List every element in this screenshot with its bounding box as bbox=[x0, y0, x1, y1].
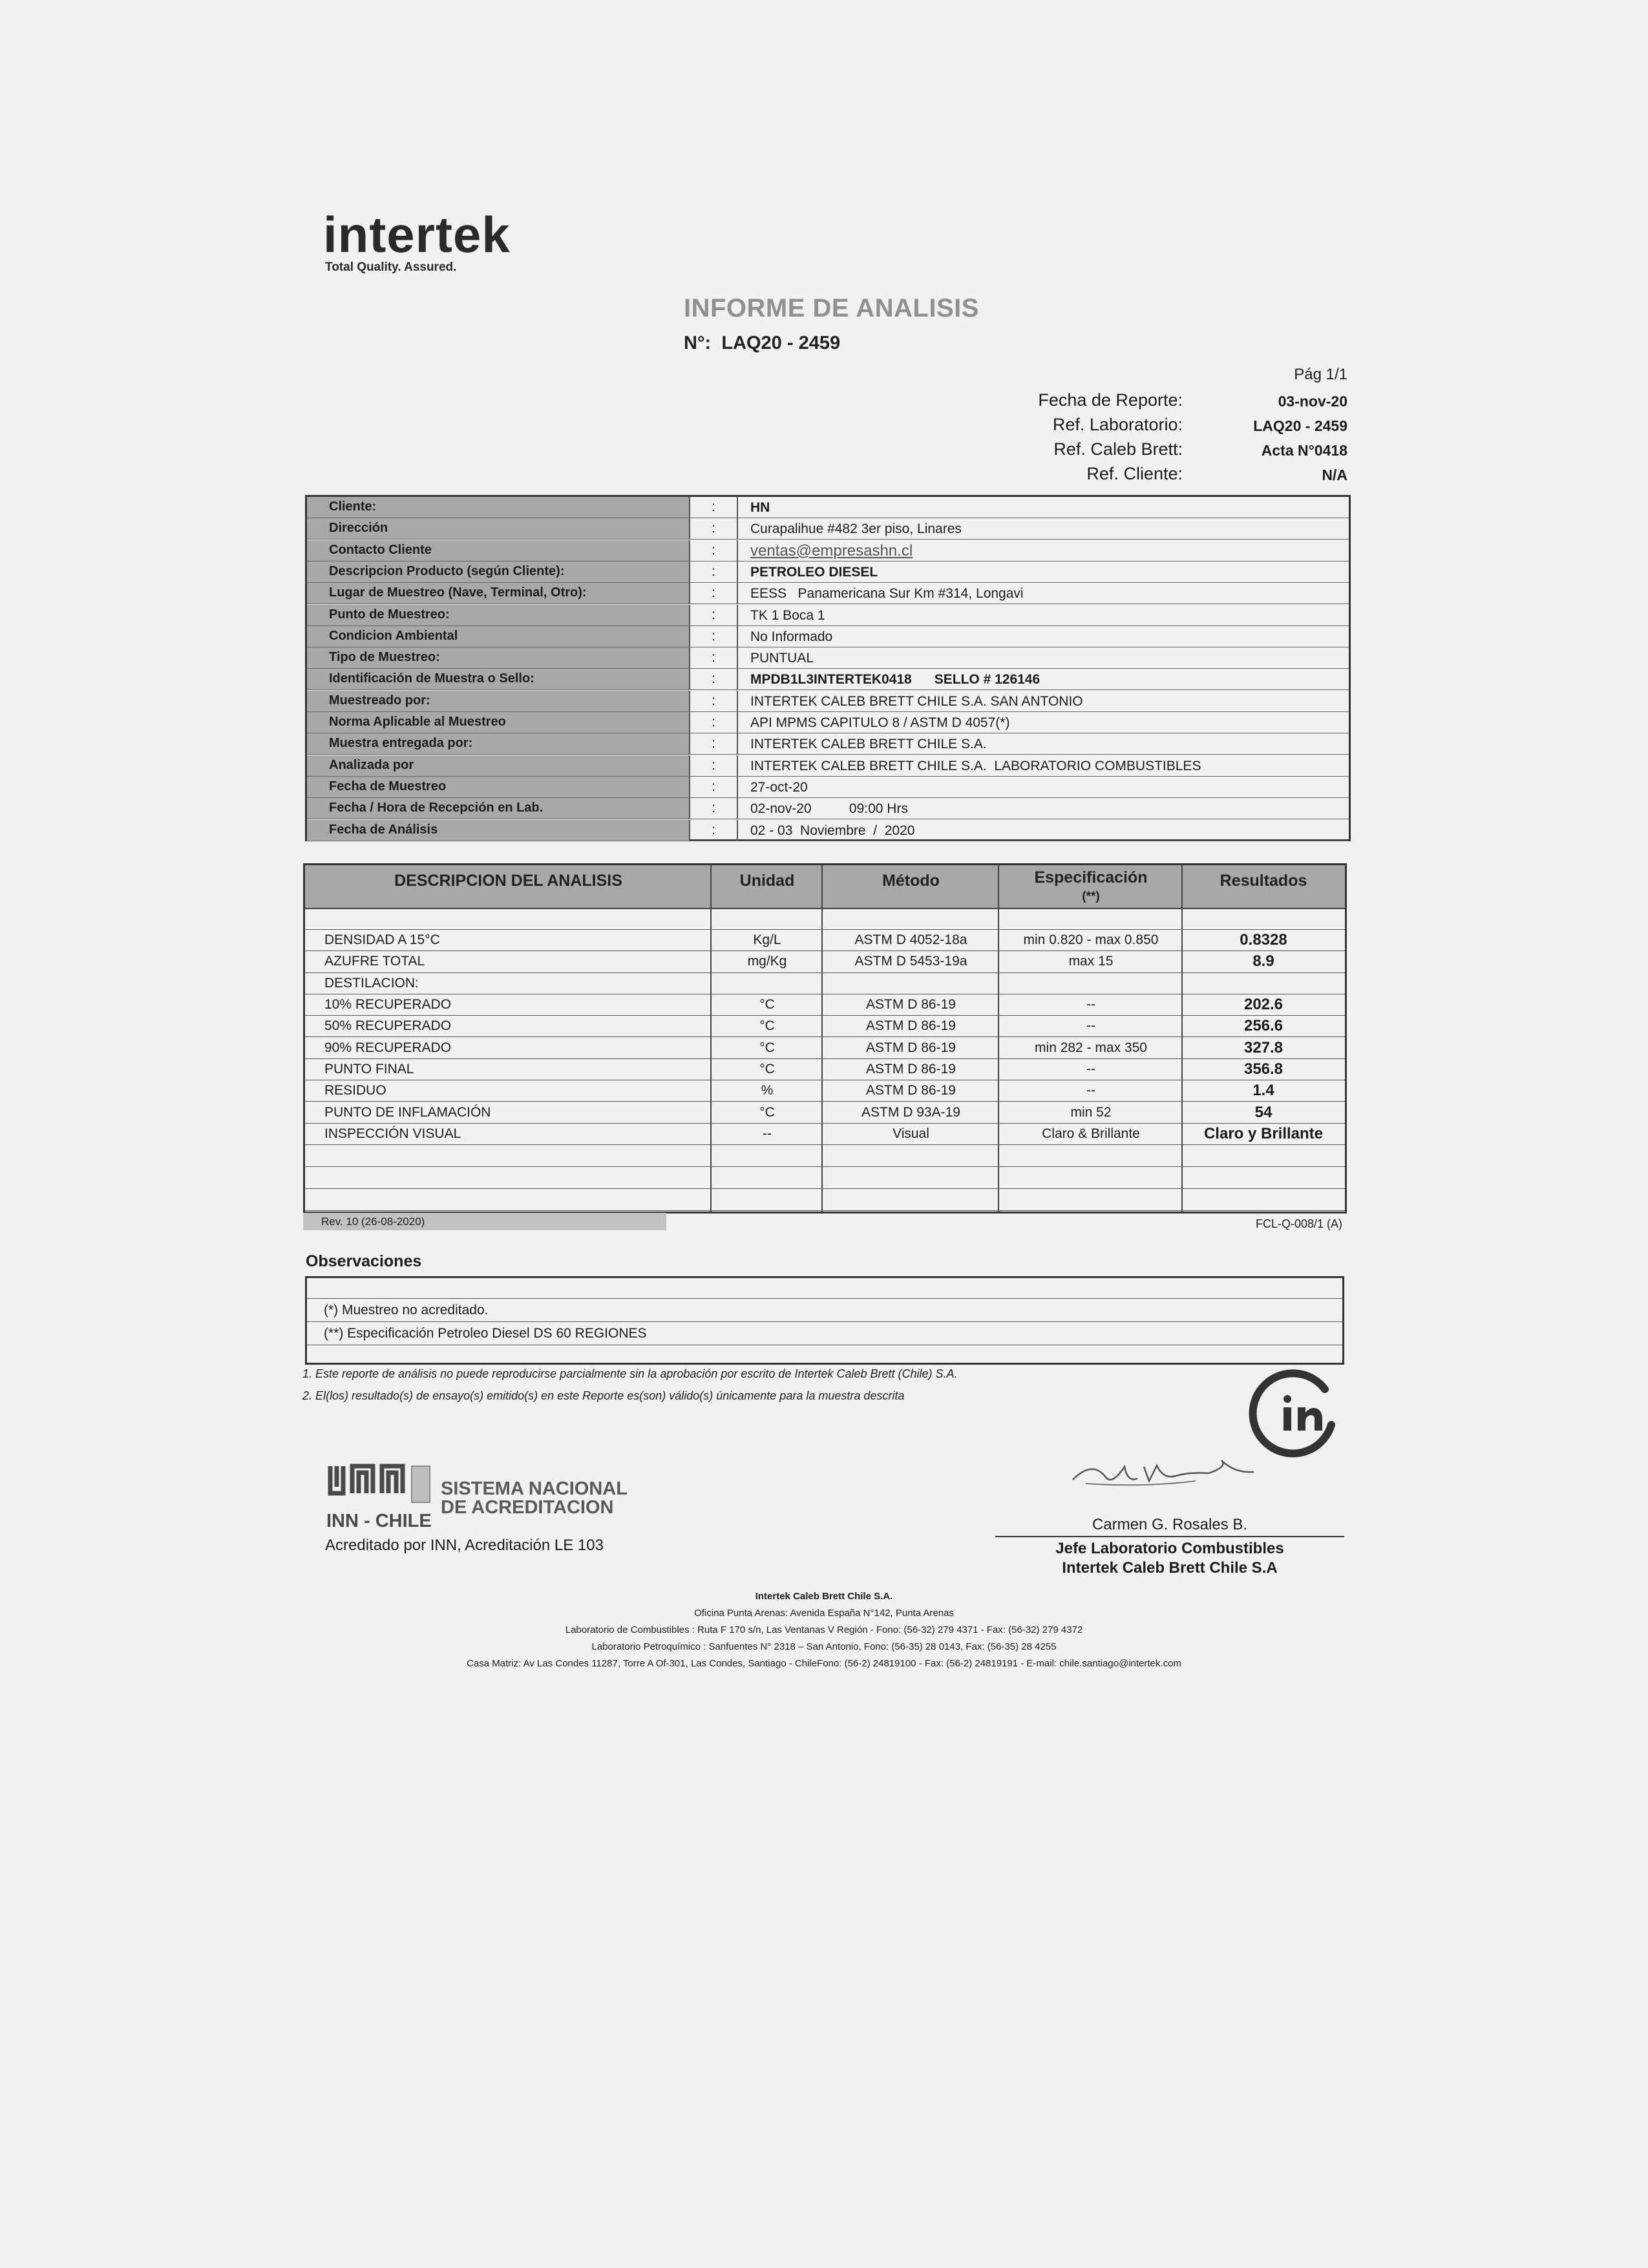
cell-unit: °C bbox=[759, 1040, 775, 1055]
cell-unit: % bbox=[761, 1083, 774, 1098]
info-colon: : bbox=[690, 755, 738, 776]
info-row bbox=[307, 798, 1349, 819]
info-label: Cliente: bbox=[307, 497, 690, 518]
info-value: INTERTEK CALEB BRETT CHILE S.A. SAN ANTONIO bbox=[750, 693, 1083, 709]
inn-chile-label: INN - CHILE bbox=[326, 1511, 432, 1531]
info-value: 02-nov-20 09:00 Hrs bbox=[750, 801, 908, 817]
inn-line-2: DE ACREDITACION bbox=[441, 1497, 614, 1518]
footer-line: Laboratorio Petroquímico : Sanfuentes N° 2318 – San Antonio, Fono: (56-35) 28 0143, Fax: (56-35) 28 4255 bbox=[591, 1641, 1057, 1652]
cell-desc: 10% RECUPERADO bbox=[324, 997, 452, 1013]
intertek-logo-icon: intertek bbox=[323, 206, 511, 263]
cell-method: ASTM D 86-19 bbox=[866, 1018, 956, 1034]
disclaimer-note: 1. Este reporte de análisis no puede reproducirse parcialmente sin la aprobación por escrito de Intertek Caleb Brett (Chile) S.A. bbox=[302, 1367, 958, 1380]
cell-unit: mg/Kg bbox=[747, 954, 787, 969]
header-spec-label: Especificación bbox=[1034, 868, 1148, 887]
inn-logo-icon bbox=[326, 1464, 438, 1510]
info-colon: : bbox=[690, 733, 738, 754]
info-label: Fecha de Muestreo bbox=[307, 777, 690, 797]
cell-spec: -- bbox=[1086, 1083, 1095, 1098]
disclaimer-note: 2. El(los) resultado(s) de ensayo(s) emitido(s) en este Reporte es(son) válido(s) únicamente para la muestra descrita bbox=[302, 1389, 905, 1402]
report-number-label: N°: bbox=[684, 333, 712, 353]
table-row bbox=[305, 1016, 1345, 1037]
table-row-empty bbox=[305, 1167, 1345, 1189]
observation-row-empty bbox=[307, 1278, 1342, 1299]
info-row bbox=[307, 820, 1349, 841]
info-colon: : bbox=[690, 583, 738, 604]
footer-line: Laboratorio de Combustibles : Ruta F 170 s/n, Las Ventanas V Región - Fono: (56-32) 279 4371 - Fax: (56-32) 279 4372 bbox=[565, 1624, 1083, 1635]
table-row bbox=[305, 1124, 1345, 1145]
logo-tagline: Total Quality. Assured. bbox=[325, 260, 457, 274]
header-description: DESCRIPCION DEL ANALISIS bbox=[394, 872, 622, 890]
ref-value: 03-nov-20 bbox=[1278, 393, 1347, 410]
cell-method: ASTM D 86-19 bbox=[866, 1083, 956, 1098]
info-row bbox=[307, 712, 1349, 733]
info-label: Fecha / Hora de Recepción en Lab. bbox=[307, 798, 690, 819]
info-value: HN bbox=[750, 500, 770, 515]
info-value: PUNTUAL bbox=[750, 651, 814, 666]
signatory-company: Intertek Caleb Brett Chile S.A bbox=[1062, 1559, 1278, 1577]
info-value: Curapalihue #482 3er piso, Linares bbox=[750, 521, 962, 537]
info-label: Analizada por bbox=[307, 755, 690, 776]
cell-unit: °C bbox=[759, 1104, 775, 1120]
analysis-table bbox=[303, 863, 1347, 1213]
cell-method: ASTM D 93A-19 bbox=[861, 1104, 960, 1120]
ref-value: N/A bbox=[1322, 467, 1347, 483]
report-title: INFORME DE ANALISIS bbox=[684, 294, 979, 322]
cell-result: Claro y Brillante bbox=[1203, 1124, 1324, 1142]
info-label: Contacto Cliente bbox=[307, 540, 690, 561]
header-spec-note: (**) bbox=[1082, 890, 1100, 903]
header-results: Resultados bbox=[1220, 872, 1307, 890]
info-row bbox=[307, 691, 1349, 712]
cell-spec: Claro & Brillante bbox=[1042, 1126, 1140, 1141]
cell-desc: RESIDUO bbox=[324, 1083, 386, 1098]
info-row bbox=[307, 540, 1349, 562]
info-label: Muestreado por: bbox=[307, 691, 690, 711]
info-colon: : bbox=[690, 518, 738, 539]
info-row bbox=[307, 733, 1349, 755]
cell-spec: min 282 - max 350 bbox=[1035, 1040, 1147, 1055]
ref-label: Ref. Caleb Brett: bbox=[1053, 439, 1183, 459]
info-colon: : bbox=[690, 562, 738, 582]
cell-desc: DENSIDAD A 15°C bbox=[324, 932, 440, 948]
inn-line-1: SISTEMA NACIONAL bbox=[441, 1478, 628, 1499]
info-colon: : bbox=[690, 626, 738, 647]
info-value: PETROLEO DIESEL bbox=[750, 564, 878, 580]
info-label: Norma Aplicable al Muestreo bbox=[307, 712, 690, 733]
cell-desc: INSPECCIÓN VISUAL bbox=[324, 1126, 461, 1141]
info-label: Lugar de Muestreo (Nave, Terminal, Otro): bbox=[307, 583, 690, 604]
info-value: API MPMS CAPITULO 8 / ASTM D 4057(*) bbox=[750, 715, 1010, 730]
table-row-empty bbox=[305, 909, 1345, 930]
revision-label: Rev. 10 (26-08-2020) bbox=[303, 1213, 666, 1230]
cell-result: 0.8328 bbox=[1240, 931, 1287, 949]
info-colon: : bbox=[690, 798, 738, 819]
info-row bbox=[307, 497, 1349, 518]
info-value: INTERTEK CALEB BRETT CHILE S.A. bbox=[750, 737, 987, 752]
info-row bbox=[307, 562, 1349, 583]
table-row bbox=[305, 951, 1345, 972]
info-row bbox=[307, 777, 1349, 798]
cell-unit: °C bbox=[759, 1018, 775, 1034]
cell-desc: DESTILACION: bbox=[324, 975, 419, 991]
report-number-value: LAQ20 - 2459 bbox=[721, 333, 841, 353]
inn-accreditation: Acreditado por INN, Acreditación LE 103 bbox=[325, 1537, 604, 1554]
cell-spec: -- bbox=[1086, 997, 1095, 1013]
ref-value: Acta N°0418 bbox=[1261, 442, 1347, 459]
info-row bbox=[307, 755, 1349, 777]
footer-company: Intertek Caleb Brett Chile S.A. bbox=[755, 1591, 893, 1602]
info-label: Punto de Muestreo: bbox=[307, 605, 690, 625]
info-value: TK 1 Boca 1 bbox=[750, 607, 825, 623]
observations-title: Observaciones bbox=[306, 1252, 422, 1270]
report-number bbox=[684, 333, 840, 354]
cell-spec: min 0.820 - max 0.850 bbox=[1023, 932, 1159, 948]
ref-label: Fecha de Reporte: bbox=[1038, 390, 1183, 410]
observation-item: (*) Muestreo no acreditado. bbox=[307, 1299, 1342, 1322]
cell-result: 202.6 bbox=[1243, 996, 1284, 1014]
cell-result: 356.8 bbox=[1243, 1060, 1284, 1078]
info-value: 27-oct-20 bbox=[750, 779, 808, 795]
cell-desc: PUNTO DE INFLAMACIÓN bbox=[324, 1104, 491, 1120]
info-colon: : bbox=[690, 669, 738, 689]
ref-label: Ref. Cliente: bbox=[1086, 464, 1183, 483]
in-seal-icon bbox=[1247, 1363, 1344, 1460]
table-row bbox=[305, 1059, 1345, 1080]
page-number: Pág 1/1 bbox=[1294, 366, 1347, 383]
cell-method: ASTM D 5453-19a bbox=[854, 954, 967, 969]
info-colon: : bbox=[690, 647, 738, 668]
cell-method: ASTM D 86-19 bbox=[866, 1061, 956, 1076]
cell-desc: PUNTO FINAL bbox=[324, 1061, 414, 1076]
info-row bbox=[307, 647, 1349, 669]
sample-info-table bbox=[305, 495, 1351, 841]
observations-box bbox=[305, 1276, 1344, 1365]
cell-desc: 90% RECUPERADO bbox=[324, 1040, 452, 1055]
table-row bbox=[305, 1038, 1345, 1059]
info-value: No Informado bbox=[750, 629, 833, 644]
cell-spec: -- bbox=[1086, 1018, 1095, 1034]
info-row bbox=[307, 583, 1349, 604]
info-colon: : bbox=[690, 820, 738, 841]
cell-spec: max 15 bbox=[1068, 954, 1114, 969]
cell-result: 54 bbox=[1254, 1103, 1273, 1121]
info-row bbox=[307, 518, 1349, 540]
cell-spec: -- bbox=[1086, 1061, 1095, 1076]
header-method: Método bbox=[882, 872, 940, 890]
cell-result: 1.4 bbox=[1252, 1082, 1274, 1100]
cell-spec: min 52 bbox=[1070, 1104, 1112, 1120]
info-value: 02 - 03 Noviembre / 2020 bbox=[750, 823, 915, 838]
header-unit: Unidad bbox=[739, 872, 795, 890]
form-code: FCL-Q-008/1 (A) bbox=[1255, 1217, 1342, 1230]
cell-desc: 50% RECUPERADO bbox=[324, 1018, 452, 1034]
signatory-name: Carmen G. Rosales B. bbox=[1092, 1516, 1248, 1533]
info-label: Tipo de Muestreo: bbox=[307, 647, 690, 668]
signatory-title: Jefe Laboratorio Combustibles bbox=[1055, 1540, 1284, 1557]
table-row bbox=[305, 994, 1345, 1016]
cell-unit: °C bbox=[759, 1061, 775, 1076]
cell-unit bbox=[712, 973, 823, 994]
info-value: EESS Panamericana Sur Km #314, Longavi bbox=[750, 586, 1024, 602]
info-row bbox=[307, 605, 1349, 626]
cell-unit: -- bbox=[763, 1126, 772, 1141]
cell-method: ASTM D 4052-18a bbox=[854, 932, 967, 948]
info-label: Identificación de Muestra o Sello: bbox=[307, 669, 690, 689]
cell-desc: AZUFRE TOTAL bbox=[324, 954, 425, 969]
cell-result: 8.9 bbox=[1252, 952, 1274, 971]
signature-line bbox=[995, 1536, 1344, 1537]
inn-system-name bbox=[441, 1480, 628, 1517]
info-colon: : bbox=[690, 712, 738, 733]
info-value: INTERTEK CALEB BRETT CHILE S.A. LABORATORIO COMBUSTIBLES bbox=[750, 758, 1201, 773]
table-row bbox=[305, 973, 1345, 994]
info-colon: : bbox=[690, 497, 738, 518]
cell-unit: °C bbox=[759, 997, 775, 1013]
cell-result: 256.6 bbox=[1243, 1017, 1284, 1035]
cell-spec bbox=[999, 973, 1183, 994]
info-label: Dirección bbox=[307, 518, 690, 539]
info-row bbox=[307, 626, 1349, 647]
info-label: Muestra entregada por: bbox=[307, 733, 690, 754]
cell-method: Visual bbox=[893, 1126, 929, 1141]
table-row bbox=[305, 930, 1345, 951]
header-specification bbox=[999, 865, 1183, 908]
ref-label: Ref. Laboratorio: bbox=[1052, 415, 1183, 434]
info-value: ventas@empresashn.cl bbox=[750, 541, 913, 560]
signature-icon bbox=[1066, 1447, 1260, 1499]
cell-method: ASTM D 86-19 bbox=[866, 997, 956, 1013]
cell-method: ASTM D 86-19 bbox=[866, 1040, 956, 1055]
info-colon: : bbox=[690, 691, 738, 711]
info-label: Descripcion Producto (según Cliente): bbox=[307, 562, 690, 582]
cell-unit: Kg/L bbox=[753, 932, 781, 948]
table-row bbox=[305, 1102, 1345, 1123]
footer-line: Casa Matriz: Av Las Condes 11287, Torre A Of-301, Las Condes, Santiago - ChileFono: (56-2) 24819100 - Fax: (56-2) 24819191 - E-mail: chile.santiago@intertek.com bbox=[467, 1658, 1181, 1669]
info-value: MPDB1L3INTERTEK0418 SELLO # 126146 bbox=[750, 672, 1041, 688]
observation-item: (**) Especificación Petroleo Diesel DS 60 REGIONES bbox=[307, 1322, 1342, 1345]
ref-value: LAQ20 - 2459 bbox=[1253, 417, 1347, 434]
analysis-header bbox=[305, 865, 1345, 909]
table-row-empty bbox=[305, 1145, 1345, 1167]
info-colon: : bbox=[690, 540, 738, 561]
cell-method bbox=[823, 973, 999, 994]
info-label: Fecha de Análisis bbox=[307, 820, 690, 841]
cell-result bbox=[1183, 973, 1344, 994]
cell-result: 327.8 bbox=[1243, 1038, 1284, 1056]
footer-line: Oficina Punta Arenas: Avenida España N°142, Punta Arenas bbox=[694, 1608, 954, 1619]
info-row bbox=[307, 669, 1349, 690]
table-row-empty bbox=[305, 1189, 1345, 1211]
info-label: Condicion Ambiental bbox=[307, 626, 690, 647]
info-colon: : bbox=[690, 777, 738, 797]
info-colon: : bbox=[690, 605, 738, 625]
table-row bbox=[305, 1080, 1345, 1102]
